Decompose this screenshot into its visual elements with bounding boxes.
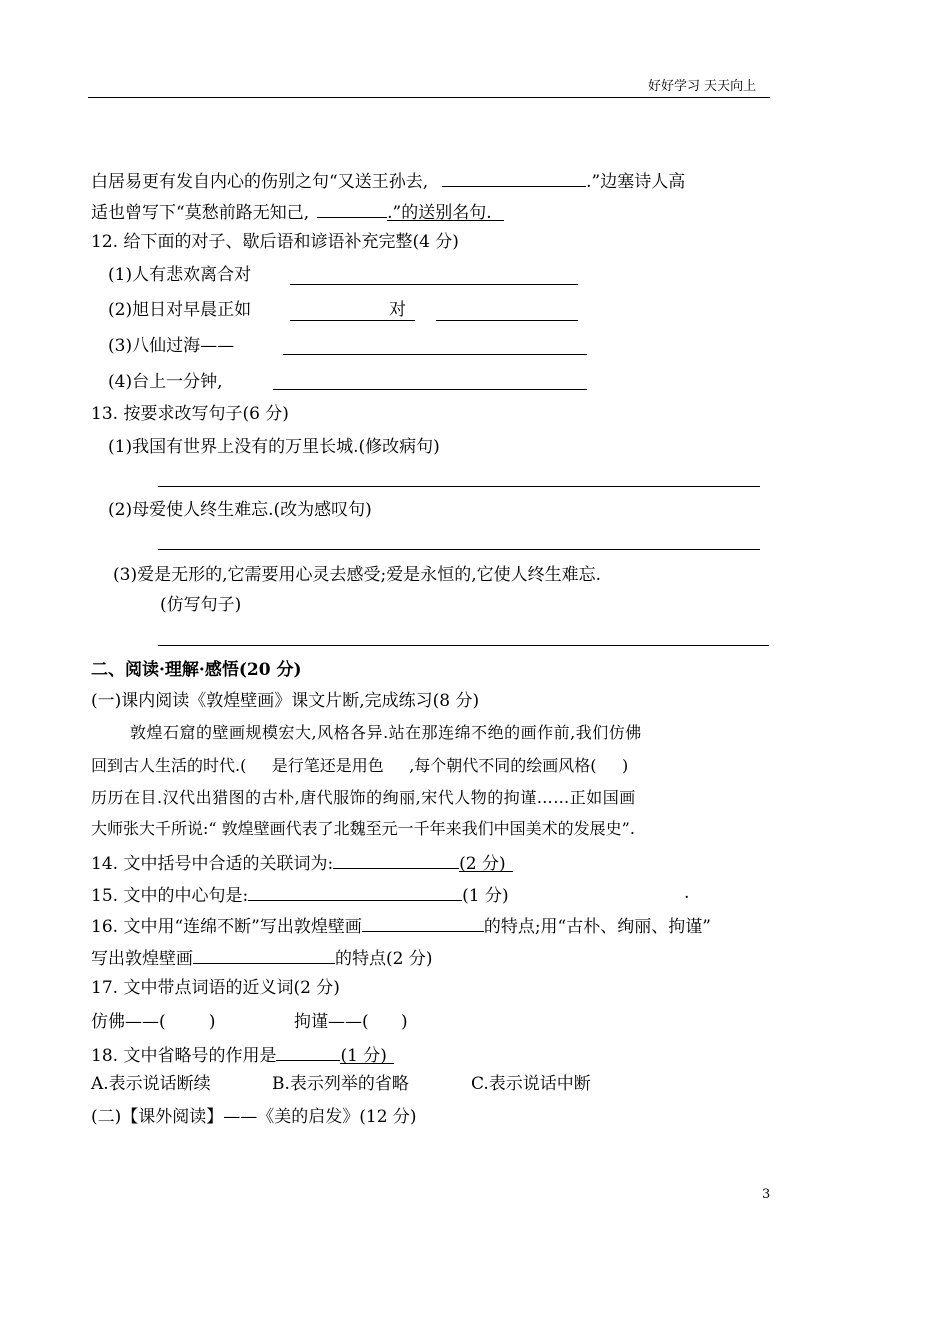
q17-word-1: 仿佛——( ) <box>91 1012 216 1032</box>
q15-points: (1 分) <box>462 886 509 906</box>
passage-line-1: 敦煌石窟的壁画规模宏大,风格各异.站在那连绵不绝的画作前,我们仿佛 <box>130 723 642 742</box>
answer-blank[interactable] <box>442 168 586 187</box>
answer-line[interactable] <box>158 549 760 550</box>
q15 <box>91 882 509 907</box>
q16-line-1 <box>91 913 711 938</box>
part-1-title: (一)课内阅读《敦煌壁画》课文片断,完成练习(8 分) <box>91 691 480 711</box>
q12-item-3: (3)八仙过海—— <box>108 336 235 356</box>
section-2-title: 二、阅读·理解·感悟(20 分) <box>91 660 302 680</box>
poem-line-2-tail: .”的送别名句. <box>387 202 504 221</box>
answer-line[interactable] <box>158 486 760 487</box>
q18-option-b: B.表示列举的省略 <box>272 1074 409 1094</box>
q18-text: 18. 文中省略号的作用是 <box>91 1046 277 1066</box>
q15-period: . <box>684 883 690 903</box>
q16-line-2 <box>91 945 432 970</box>
passage-line-4: 大师张大千所说:“ 敦煌壁画代表了北魏至元一千年来我们中国美术的发展史”. <box>91 819 635 838</box>
header-slogan: 好好学习 天天向上 <box>648 79 757 94</box>
answer-blank[interactable] <box>273 389 587 390</box>
page-number: 3 <box>762 1187 771 1202</box>
q14-text: 14. 文中括号中合适的关联词为: <box>91 854 334 874</box>
q18-option-a: A.表示说话断续 <box>91 1074 211 1094</box>
q13-title: 13. 按要求改写句子(6 分) <box>91 404 289 424</box>
q13-item-2: (2)母爱使人终生难忘.(改为感叹句) <box>108 500 372 520</box>
passage-line-2: 回到古人生活的时代.( 是行笔还是用色 ,每个朝代不同的绘画风格( ) <box>91 756 629 775</box>
q12-item-2: (2)旭日对早晨正如 <box>108 300 252 320</box>
q13-item-1: (1)我国有世界上没有的万里长城.(修改病句) <box>108 437 440 457</box>
q16-text-c: 写出敦煌壁画 <box>91 949 193 969</box>
q12-item-2-mid: 对 <box>389 300 406 320</box>
passage-line-3: 历历在目.汉代出猎图的古朴,唐代服饰的绚丽,宋代人物的拘谨……正如国画 <box>91 788 636 807</box>
q16-text-b: 的特点;用“古朴、绚丽、拘谨” <box>483 917 711 937</box>
poem-line-2 <box>91 199 504 224</box>
poem-line-1 <box>91 168 685 193</box>
answer-blank[interactable] <box>362 913 484 932</box>
q13-item-3-note: (仿写句子) <box>160 595 242 615</box>
answer-blank[interactable] <box>333 850 459 869</box>
answer-blank[interactable] <box>193 945 335 964</box>
q16-text-a: 16. 文中用“连绵不断”写出敦煌壁画 <box>91 917 362 937</box>
q14 <box>91 850 513 875</box>
q18-option-c: C.表示说话中断 <box>471 1074 591 1094</box>
q12-item-1: (1)人有悲欢离合对 <box>108 265 252 285</box>
q13-item-3: (3)爱是无形的,它需要用心灵去感受;爱是永恒的,它使人终生难忘. <box>113 565 602 585</box>
q18 <box>91 1042 394 1067</box>
poem-line-1-tail: .”边塞诗人高 <box>586 172 686 192</box>
q15-text: 15. 文中的中心句是: <box>91 886 249 906</box>
answer-blank[interactable] <box>248 882 462 901</box>
q14-points: (2 分) <box>459 853 513 872</box>
header-rule <box>88 97 770 98</box>
poem-line-2-text: 适也曾写下“莫愁前路无知己, <box>91 203 310 223</box>
q18-points: (1 分) <box>340 1045 394 1064</box>
answer-blank[interactable] <box>290 284 578 285</box>
answer-blank[interactable] <box>436 320 578 321</box>
q12-title: 12. 给下面的对子、歇后语和谚语补充完整(4 分) <box>91 232 459 252</box>
q12-item-4: (4)台上一分钟, <box>108 372 223 392</box>
poem-line-1-text: 白居易更有发自内心的伤别之句“又送王孙去, <box>91 172 429 192</box>
answer-blank[interactable] <box>317 199 387 218</box>
q17-title: 17. 文中带点词语的近义词(2 分) <box>91 978 340 998</box>
answer-blank[interactable] <box>283 354 587 355</box>
q16-text-d: 的特点(2 分) <box>335 949 433 969</box>
q17-word-2: 拘谨——( ) <box>294 1012 408 1032</box>
part-2-title: (二)【课外阅读】——《美的启发》(12 分) <box>91 1107 417 1127</box>
answer-line[interactable] <box>158 645 769 646</box>
answer-blank[interactable] <box>276 1042 340 1061</box>
